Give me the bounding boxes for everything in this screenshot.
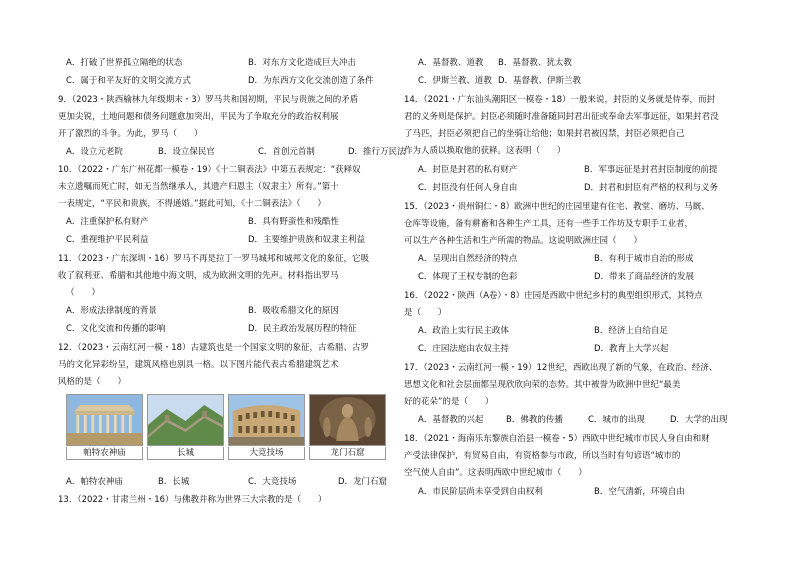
q11-option-c[interactable]: C．文化交流和传播的影响 <box>66 324 166 334</box>
caption-colosseum: 大竞技场 <box>228 447 305 460</box>
q18-option-b[interactable]: B．空气清新，环境自由 <box>594 487 685 497</box>
great-wall-photo <box>147 394 224 446</box>
q10-text-line-2: 未立遗嘱而死亡时，如无当然继承人，其遗产归恩主（奴隶主）所有。”第十 <box>58 182 339 192</box>
q10-option-a[interactable]: A．注重保护私有财产 <box>66 217 149 227</box>
q17-option-a[interactable]: A．基督教的兴起 <box>418 415 484 425</box>
q14-option-a[interactable]: A．封臣是封君的私有财产 <box>418 165 518 175</box>
q17-option-c[interactable]: C．城市的出现 <box>588 415 645 425</box>
q8-option-c[interactable]: C．属于和平友好的文明交流方式 <box>66 76 191 86</box>
q10-text-line-1: 10．（2022・广东广州花都一模卷・19）《十二铜表法》中第五表规定：“获释奴 <box>58 165 361 175</box>
q17-option-b[interactable]: B．佛教的传播 <box>506 415 563 425</box>
q18-option-a[interactable]: A．市民阶层尚未享受到自由权利 <box>418 487 543 497</box>
q14-text-line-1: 14．（2021・广东汕头潮阳区一模卷・18）一般来说，封臣的义务就是侍奉，而封 <box>404 95 716 105</box>
q17-text-line-1: 17．（2023・云南红河一模・19）12世纪，西欧出现了新的气象，在政治、经济、 <box>404 363 718 373</box>
caption-parthenon: 帕特农神庙 <box>66 447 143 460</box>
q9-text-line-1: 9．（2023・陕西榆林九年级期末・3）罗马共和国初期，平民与贵族之间的矛盾 <box>58 95 359 105</box>
q13-option-c[interactable]: C．伊斯兰教、道教 <box>418 76 492 86</box>
q16-text-line-1: 16．（2022・陕西（A卷）・8）庄园是西欧中世纪乡村的典型组织形式，其特点 <box>404 291 703 301</box>
q16-text-line-2: 是（ ） <box>404 308 447 318</box>
q10-text-line-3: 一表规定，“平民和贵族，不得通婚。”据此可知，《十二铜表法》（ ） <box>58 199 327 209</box>
q11-text-line-3: （ ） <box>66 288 101 298</box>
q12-text-line-2: 马的文化异彩纷呈，建筑风格也别具一格。以下图片能代表古希腊建筑艺术 <box>58 360 339 370</box>
q11-option-b[interactable]: B．吸收希腊文化的原因 <box>248 306 339 316</box>
q14-option-d[interactable]: D．封君和封臣有严格的权利与义务 <box>584 183 719 193</box>
q15-text-line-1: 15．（2023・贵州铜仁・8）欧洲中世纪的庄园里建有住宅、教堂、磨坊、马厩、 <box>404 202 710 212</box>
q15-option-d[interactable]: D．带来了商品经济的发展 <box>594 272 695 282</box>
q12-option-b[interactable]: B．长城 <box>158 477 190 487</box>
q12-option-d[interactable]: D．龙门石窟 <box>338 477 388 487</box>
q9-option-d[interactable]: D．推行万民法 <box>348 147 406 157</box>
q14-text-line-2: 君的义务则是保护。封臣必须随时准备随同封君出征或奉命去军事远征，如果封君没 <box>404 112 719 122</box>
q12-option-c[interactable]: C．大竞技场 <box>248 477 297 487</box>
q8-option-a[interactable]: A．打破了世界孤立隔绝的状态 <box>66 58 183 68</box>
q16-option-b[interactable]: B．经济上自给自足 <box>594 326 668 336</box>
q11-option-d[interactable]: D．民主政治发展历程的特征 <box>248 324 357 334</box>
q12-option-a[interactable]: A．帕特农神庙 <box>66 477 123 487</box>
q17-text-line-2: 思想文化和社会层面都呈现欣欣向荣的态势。其中被誉为欧洲中世纪“最美 <box>404 380 681 390</box>
q12-text-line-1: 12．（2023・云南红河一模・18）古建筑也是一个国家文明的象征，古希腊、古罗 <box>58 343 370 353</box>
parthenon-photo <box>66 394 143 446</box>
caption-great-wall: 长城 <box>147 447 224 460</box>
q9-text-line-2: 更加尖锐，土地问题和债务问题愈加突出，平民为了争取充分的政治权利展 <box>58 112 339 122</box>
q16-option-d[interactable]: D．教育上大学兴起 <box>594 344 669 354</box>
q11-option-a[interactable]: A．形成法律制度的背景 <box>66 306 157 316</box>
q14-text-line-4: 作为人质以换取他的获释。这表明（ ） <box>404 146 566 156</box>
q14-option-c[interactable]: C．封臣没有任何人身自由 <box>418 183 518 193</box>
q9-option-b[interactable]: B．设立保民官 <box>158 147 215 157</box>
q8-option-d[interactable]: D．为东西方文化交流创造了条件 <box>248 76 374 86</box>
q15-option-a[interactable]: A．呈现出自然经济的特点 <box>418 254 518 264</box>
q13-option-b[interactable]: B．基督教、犹太教 <box>498 58 572 68</box>
q11-text-line-1: 11．（2023・广东深圳・16）罗马不再是拉丁一罗马城邦和城邦文化的象征，它吸 <box>58 254 370 264</box>
q17-option-d[interactable]: D．大学的出现 <box>670 415 728 425</box>
q13-text: 13．（2022・甘肃兰州・16）与佛教并称为世界三大宗教的是（ ） <box>58 495 327 505</box>
q14-option-b[interactable]: B．军事远征是封君封臣制度的前提 <box>584 165 718 175</box>
colosseum-photo <box>228 394 305 446</box>
q10-option-d[interactable]: D．主要维护贵族和奴隶主利益 <box>248 235 366 245</box>
q17-text-line-3: 好的花朵”的是（ ） <box>404 397 494 407</box>
q12-photo-captions <box>66 447 386 460</box>
q18-text-line-2: 产受法律保护，有贸易自由，有资格参与市政，所以当时有句谚语“城市的 <box>404 451 681 461</box>
q15-text-line-3: 可以生产各种生活和生产所需的物品。这说明欧洲庄园（ ） <box>404 236 643 246</box>
longmen-grottoes-photo <box>309 394 386 446</box>
q18-text-line-1: 18．（2021・海南乐东黎族自治县一模卷・5）西欧中世纪城市市民人身自由和财 <box>404 434 710 444</box>
q16-option-a[interactable]: A．政治上实行民主政体 <box>418 326 509 336</box>
caption-longmen-grottoes: 龙门石窟 <box>309 447 386 460</box>
q9-text-line-3: 开了激烈的斗争。为此，罗马（ ） <box>58 129 203 139</box>
q15-text-line-2: 仓库等设施，备有耕畜和各种生产工具，还有一些手工作坊及专职手工业者， <box>404 219 694 229</box>
q11-text-line-2: 收了叙利亚、希腊和其他地中海文明，成为欧洲文明的先声。材料指出罗马 <box>58 271 339 281</box>
q14-text-line-3: 了马匹，封臣必须把自己的坐骑让给他；如果封君被囚禁，封臣必须把自己 <box>404 129 685 139</box>
q13-option-a[interactable]: A．基督教、道教 <box>418 58 484 68</box>
q12-photo-strip <box>66 394 386 446</box>
q13-option-d[interactable]: D．基督教、伊斯兰教 <box>498 76 582 86</box>
q12-text-line-3: 风格的是（ ） <box>58 377 127 387</box>
q9-option-c[interactable]: C．首创元首制 <box>258 147 315 157</box>
q15-option-b[interactable]: B．有利于城市自治的形成 <box>594 254 694 264</box>
q9-option-a[interactable]: A．设立元老院 <box>66 147 123 157</box>
q15-option-c[interactable]: C．体现了王权专制的色彩 <box>418 272 518 282</box>
q10-option-c[interactable]: C．重视维护平民利益 <box>66 235 149 245</box>
q16-option-c[interactable]: C．庄园法庭由农奴主持 <box>418 344 509 354</box>
q10-option-b[interactable]: B．具有野蛮性和残酷性 <box>248 217 339 227</box>
q18-text-line-3: 空气使人自由”。这表明西欧中世纪城市（ ） <box>404 468 587 478</box>
q8-option-b[interactable]: B．对东方文化造成巨大冲击 <box>248 58 356 68</box>
